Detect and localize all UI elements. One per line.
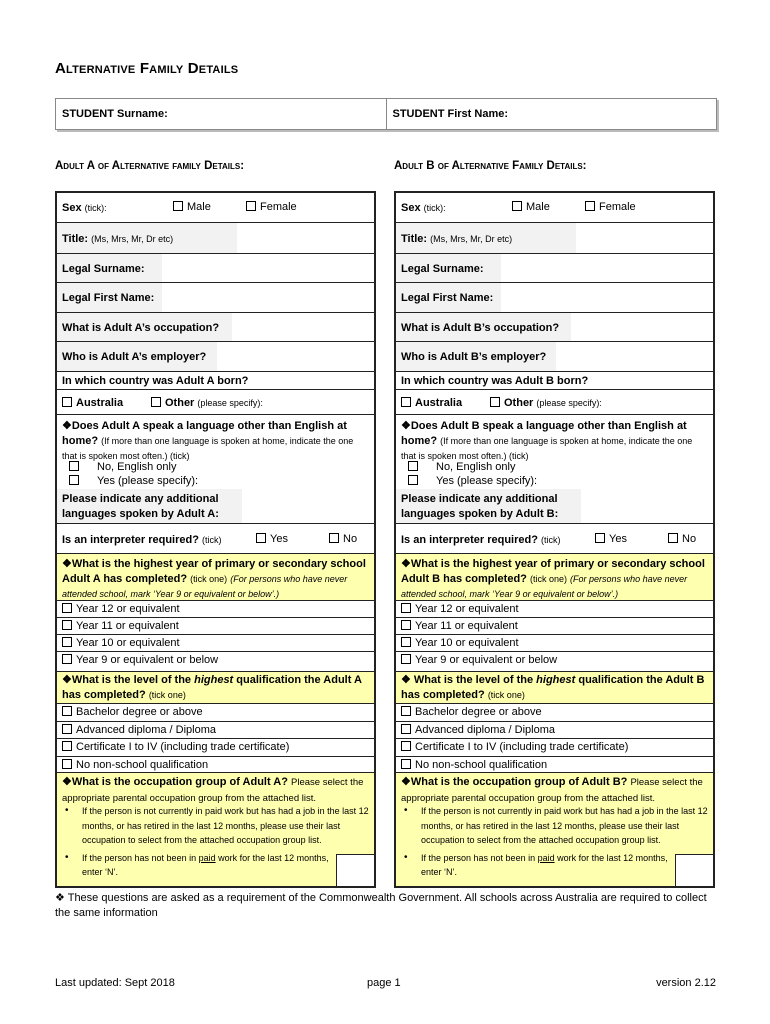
checkbox-icon: [401, 397, 411, 407]
occupation-row[interactable]: [57, 312, 374, 341]
legal-first-name-row[interactable]: [57, 282, 374, 312]
no-english-label: No, English only: [436, 461, 516, 473]
qualification-question-block: [396, 672, 713, 703]
additional-language-label: Please indicate any additional languages spoken by Adult A:: [62, 493, 219, 520]
school-row: [57, 553, 374, 671]
qualification-option-checkbox[interactable]: [62, 759, 208, 771]
tick-hint: (tick):: [84, 203, 107, 213]
legal-surname-label: Legal Surname:: [62, 263, 145, 275]
occupation-group-row: [396, 772, 713, 886]
occupation-bullet-2: [401, 851, 708, 880]
checkbox-icon: [151, 397, 161, 407]
employer-question: Who is Adult B’s employer?: [401, 351, 547, 363]
school-hint: (For persons who have never attended school, mark ‘Year 9 or equivalent or below’.): [62, 574, 348, 599]
legal-first-name-label: Legal First Name:: [62, 292, 155, 304]
checkbox-icon: [62, 620, 72, 630]
checkbox-icon: [408, 461, 418, 471]
female-checkbox[interactable]: [585, 201, 636, 213]
qualification-question-pre: ❖ What is the level of the: [401, 674, 537, 686]
legal-first-name-label: Legal First Name:: [401, 292, 494, 304]
checkbox-icon: [62, 741, 72, 751]
school-option-label: Year 9 or equivalent or below: [76, 654, 219, 666]
school-option-label: Year 10 or equivalent: [415, 637, 519, 649]
qualification-option-label: No non-school qualification: [76, 758, 209, 771]
checkbox-icon: [69, 475, 79, 485]
school-option-checkbox[interactable]: [401, 603, 519, 615]
australia-checkbox[interactable]: [62, 397, 123, 409]
qualification-option-label: Bachelor degree or above: [76, 706, 203, 718]
qualification-question-block: [57, 672, 374, 703]
no-english-label: No, English only: [97, 461, 177, 473]
school-hint: (For persons who have never attended school, mark ‘Year 9 or equivalent or below’.): [401, 574, 688, 599]
birth-country-row: [396, 371, 713, 414]
checkbox-icon: [512, 201, 522, 211]
interpreter-no-checkbox[interactable]: [329, 533, 357, 545]
checkbox-icon: [69, 461, 79, 471]
checkbox-icon: [401, 603, 411, 613]
checkbox-icon: [62, 654, 72, 664]
occupation-bullet-2-pre: If the person has not been in: [82, 852, 199, 863]
occupation-question: What is Adult B’s occupation?: [401, 322, 560, 334]
employer-question: Who is Adult A’s employer?: [62, 351, 207, 363]
legal-surname-row[interactable]: [57, 253, 374, 282]
occupation-bullet-2-pre: If the person has not been in: [421, 852, 538, 863]
qualification-question-emphasis: highest: [536, 674, 576, 686]
occupation-bullet-2-post: work for the last 12 months, enter ‘N’.: [421, 852, 668, 877]
yes-label: Yes: [270, 533, 288, 545]
australia-label: Australia: [415, 397, 463, 409]
tick-one-hint: (tick one): [190, 574, 228, 584]
checkbox-icon: [62, 397, 72, 407]
interpreter-yes-checkbox[interactable]: [595, 533, 627, 545]
title-label: Title:: [401, 233, 428, 245]
qualification-question-pre: ❖What is the level of the: [62, 674, 195, 686]
please-specify-hint: (please specify):: [197, 398, 263, 408]
checkbox-icon: [401, 620, 411, 630]
birth-country-question: In which country was Adult B born?: [401, 375, 589, 387]
occupation-bullet-2-paid: paid: [198, 852, 216, 863]
interpreter-tick-hint: (tick): [202, 535, 222, 545]
checkbox-icon: [246, 201, 256, 211]
tick-hint: (tick):: [423, 203, 446, 213]
title-row[interactable]: [57, 222, 374, 253]
student-firstname-label: STUDENT First Name:: [392, 108, 509, 120]
legal-first-name-row[interactable]: [396, 282, 713, 312]
occupation-group-question: ❖What is the occupation group of Adult A?: [62, 776, 288, 788]
occupation-bullet-2: [62, 851, 369, 880]
interpreter-row: [396, 523, 713, 553]
tick-one-hint: (tick one): [529, 574, 567, 584]
yes-other-language-checkbox[interactable]: [408, 475, 537, 487]
other-label: Other: [504, 397, 534, 409]
student-firstname-field[interactable]: [386, 99, 717, 129]
school-option-checkbox[interactable]: [62, 637, 180, 649]
interpreter-question: Is an interpreter required?: [401, 534, 538, 546]
checkbox-icon: [62, 637, 72, 647]
school-option-label: Year 10 or equivalent: [76, 637, 180, 649]
male-checkbox[interactable]: [173, 201, 211, 213]
please-specify-hint: (please specify):: [536, 398, 602, 408]
female-label: Female: [599, 201, 636, 213]
australia-label: Australia: [76, 397, 124, 409]
checkbox-icon: [62, 603, 72, 613]
school-question: ❖What is the highest year of primary or secondary school Adult B has completed?: [401, 558, 705, 585]
adult-a-form: [55, 191, 376, 888]
title-hint: (Ms, Mrs, Mr, Dr etc): [91, 234, 174, 244]
employer-row[interactable]: [57, 341, 374, 371]
interpreter-yes-checkbox[interactable]: [256, 533, 288, 545]
employer-row[interactable]: [396, 341, 713, 371]
qualification-row: [57, 671, 374, 772]
occupation-group-input[interactable]: [675, 854, 713, 886]
language-row: [396, 414, 713, 523]
checkbox-icon: [329, 533, 339, 543]
occupation-bullet-2-post: work for the last 12 months, enter ‘N’.: [82, 852, 329, 877]
adult-b-heading: Adult B of Alternative Family Details:: [394, 160, 587, 172]
language-row: [57, 414, 374, 523]
yes-specify-label: Yes (please specify):: [97, 475, 199, 487]
checkbox-icon: [401, 654, 411, 664]
no-english-only-checkbox[interactable]: [69, 461, 177, 473]
tick-one-hint: (tick one): [148, 690, 186, 700]
occupation-group-input[interactable]: [336, 854, 374, 886]
checkbox-icon: [408, 475, 418, 485]
school-question: ❖What is the highest year of primary or secondary school Adult A has completed?: [62, 558, 366, 585]
legal-surname-label: Legal Surname:: [401, 263, 484, 275]
birth-country-question: In which country was Adult A born?: [62, 375, 249, 387]
qualification-option-label: Bachelor degree or above: [415, 706, 542, 718]
school-question-block: [57, 554, 374, 600]
school-option-label: Year 11 or equivalent: [415, 620, 518, 632]
qualification-option-checkbox[interactable]: [401, 741, 628, 753]
other-country-checkbox[interactable]: [490, 397, 602, 409]
qualification-question-post: qualification the Adult B has completed?: [401, 674, 705, 701]
no-label: No: [682, 533, 697, 545]
school-option-checkbox[interactable]: [62, 603, 180, 615]
qualification-option-checkbox[interactable]: [401, 759, 547, 771]
occupation-group-hint: Please select the appropriate parental occupation group from the attached list.: [62, 777, 364, 804]
qualification-question-emphasis: highest: [194, 674, 234, 686]
female-checkbox[interactable]: [246, 201, 297, 213]
language-question: ❖Does Adult A speak a language other than English at home?: [62, 420, 347, 447]
sex-row: [396, 193, 713, 222]
checkbox-icon: [401, 759, 411, 769]
language-hint: (If more than one language is spoken at home, indicate the one that is spoken most often.) (tick): [62, 436, 354, 461]
qualification-question-post: qualification the Adult A has completed?: [62, 674, 362, 701]
qualification-option-label: No non-school qualification: [415, 758, 548, 771]
occupation-group-question: ❖What is the occupation group of Adult B?: [401, 776, 628, 788]
interpreter-question: Is an interpreter required?: [62, 534, 199, 546]
school-option-label: Year 12 or equivalent: [415, 603, 519, 615]
interpreter-row: [57, 523, 374, 553]
footnote: ❖ These questions are asked as a requirement of the Commonwealth Government. All schools across Australia are required to collect the same information: [55, 892, 707, 919]
page-title: Alternative Family Details: [55, 60, 239, 77]
footer-version: version 2.12: [656, 977, 716, 989]
yes-specify-label: Yes (please specify):: [436, 475, 538, 487]
occupation-group-hint: Please select the appropriate parental occupation group from the attached list.: [401, 777, 703, 804]
checkbox-icon: [173, 201, 183, 211]
adult-a-heading: Adult A of Alternative family Details:: [55, 160, 245, 172]
qualification-option-checkbox[interactable]: [62, 706, 203, 718]
other-label: Other: [165, 397, 195, 409]
language-question: ❖Does Adult B speak a language other than English at home?: [401, 420, 687, 447]
qualification-row: [396, 671, 713, 772]
checkbox-icon: [585, 201, 595, 211]
school-option-label: Year 9 or equivalent or below: [415, 654, 558, 666]
sex-label: Sex: [62, 202, 82, 214]
checkbox-icon: [401, 706, 411, 716]
qualification-option-label: Advanced diploma / Diploma: [76, 723, 217, 736]
occupation-bullet-1: • If the person is not currently in paid work but has had a job in the last 12 months, or has retired in the last 12 months, please use their last occupation to select from the attached occupation group list.: [401, 804, 708, 848]
checkbox-icon: [62, 724, 72, 734]
occupation-bullet-2-paid: paid: [537, 852, 555, 863]
yes-other-language-checkbox[interactable]: [69, 475, 198, 487]
language-hint: (If more than one language is spoken at home, indicate the one that is spoken most often.) (tick): [401, 436, 693, 461]
title-label: Title:: [62, 233, 89, 245]
checkbox-icon: [401, 724, 411, 734]
footer-updated: Last updated: Sept 2018: [55, 977, 175, 989]
yes-label: Yes: [609, 533, 627, 545]
checkbox-icon: [401, 637, 411, 647]
school-option-label: Year 11 or equivalent: [76, 620, 179, 632]
qualification-option-label: Advanced diploma / Diploma: [415, 723, 556, 736]
checkbox-icon: [62, 706, 72, 716]
male-label: Male: [187, 201, 211, 213]
checkbox-icon: [595, 533, 605, 543]
female-label: Female: [260, 201, 297, 213]
title-hint: (Ms, Mrs, Mr, Dr etc): [430, 234, 513, 244]
legal-surname-row[interactable]: [396, 253, 713, 282]
school-option-checkbox[interactable]: [401, 620, 518, 632]
student-surname-field[interactable]: [56, 99, 386, 129]
student-name-box: [55, 98, 717, 130]
additional-language-label: Please indicate any additional languages spoken by Adult B:: [401, 493, 559, 520]
checkbox-icon: [490, 397, 500, 407]
occupation-row[interactable]: [396, 312, 713, 341]
school-row: [396, 553, 713, 671]
occupation-question: What is Adult A’s occupation?: [62, 322, 220, 334]
qualification-option-checkbox[interactable]: [62, 741, 289, 753]
occupation-group-row: [57, 772, 374, 886]
school-question-block: [396, 554, 713, 600]
birth-country-row: [57, 371, 374, 414]
interpreter-tick-hint: (tick): [541, 535, 561, 545]
school-option-label: Year 12 or equivalent: [76, 603, 180, 615]
male-checkbox[interactable]: [512, 201, 550, 213]
qualification-option-checkbox[interactable]: [401, 706, 542, 718]
school-option-checkbox[interactable]: [62, 654, 218, 666]
student-surname-label: STUDENT Surname:: [62, 108, 168, 120]
no-english-only-checkbox[interactable]: [408, 461, 516, 473]
occupation-bullet-1: • If the person is not currently in paid work but has had a job in the last 12 months, or has retired in the last 12 months, please use their last occupation to select from the attached occupation group list.: [62, 804, 369, 848]
tick-one-hint: (tick one): [487, 690, 525, 700]
footer-page: page 1: [367, 977, 401, 989]
interpreter-no-checkbox[interactable]: [668, 533, 696, 545]
sex-label: Sex: [401, 202, 421, 214]
checkbox-icon: [62, 759, 72, 769]
school-option-checkbox[interactable]: [62, 620, 179, 632]
qualification-option-label: Certificate I to IV (including trade certificate): [76, 741, 290, 753]
australia-checkbox[interactable]: [401, 397, 462, 409]
checkbox-icon: [256, 533, 266, 543]
checkbox-icon: [401, 741, 411, 751]
qualification-option-checkbox[interactable]: [62, 724, 216, 736]
adult-b-form: [394, 191, 715, 888]
school-option-checkbox[interactable]: [401, 637, 519, 649]
other-country-checkbox[interactable]: [151, 397, 263, 409]
qualification-option-label: Certificate I to IV (including trade certificate): [415, 741, 629, 753]
title-row[interactable]: [396, 222, 713, 253]
qualification-option-checkbox[interactable]: [401, 724, 555, 736]
male-label: Male: [526, 201, 550, 213]
no-label: No: [343, 533, 358, 545]
sex-row: [57, 193, 374, 222]
school-option-checkbox[interactable]: [401, 654, 557, 666]
checkbox-icon: [668, 533, 678, 543]
